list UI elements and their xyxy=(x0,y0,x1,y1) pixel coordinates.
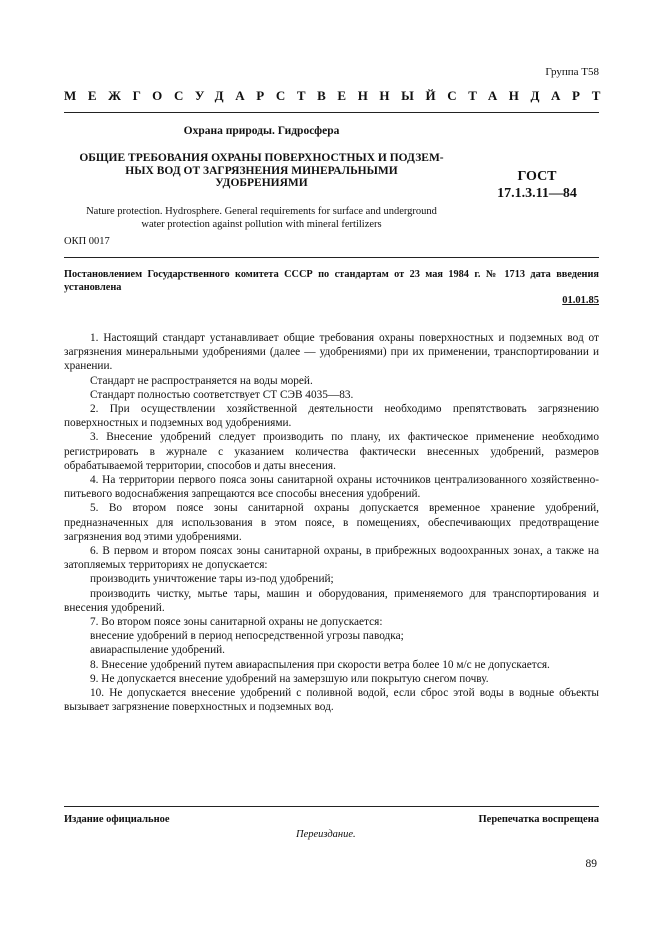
gost-designation xyxy=(462,168,612,202)
reprint-prohibited-label: Перепечатка воспрещена xyxy=(478,814,599,825)
title-divider xyxy=(64,257,599,258)
document-subtitle: Охрана природы. Гидросфера xyxy=(183,125,340,137)
body-paragraph: Стандарт не распространяется на воды морей. xyxy=(90,374,313,387)
body-paragraph: производить уничтожение тары из-под удобрений; xyxy=(90,573,334,586)
body-paragraph: 6. В первом и втором поясах зоны санитарной охраны, в прибрежных водоохранных зонах, а также на затопляемых территориях не допускается: xyxy=(64,545,599,572)
title-line: УДОБРЕНИЯМИ xyxy=(215,177,308,190)
body-paragraph: производить чистку, мытье тары, машин и оборудования, применяемого для транспортирования и внесения удобрений. xyxy=(64,587,599,614)
standard-label: СТАНДАРТ xyxy=(447,88,613,103)
reissue-note: Переиздание. xyxy=(296,829,356,840)
body-paragraph: Стандарт полностью соответствует СТ СЭВ 4035—83. xyxy=(90,388,354,401)
body-paragraph: 4. На территории первого пояса зоны санитарной охраны источников централизованного хозяйственно-питьевого водоснабжения запрещаются все способы внесения удобрений. xyxy=(64,474,599,501)
okp-code: ОКП 0017 xyxy=(64,236,110,247)
title-line: НЫХ ВОД ОТ ЗАГРЯЗНЕНИЯ МИНЕРАЛЬНЫМИ xyxy=(125,164,398,177)
interstate-standard-banner xyxy=(64,88,613,104)
english-title-line: water protection against pollution with mineral fertilizers xyxy=(141,218,382,230)
document-title xyxy=(64,152,459,190)
official-edition-label: Издание официальное xyxy=(64,814,170,825)
group-code: Группа Т58 xyxy=(545,66,599,78)
body-paragraph: 7. Во втором поясе зоны санитарной охраны не допускается: xyxy=(90,616,383,629)
body-paragraph: 2. При осуществлении хозяйственной деятельности необходимо препятствовать загрязнению поверхностных и подземных вод удобрениями. xyxy=(64,403,599,430)
title-line: ОБЩИЕ ТРЕБОВАНИЯ ОХРАНЫ ПОВЕРХНОСТНЫХ И ПОДЗЕМ- xyxy=(79,152,444,164)
interstate-label: МЕЖГОСУДАРСТВЕННЫЙ xyxy=(64,88,448,103)
english-title xyxy=(64,206,459,231)
introduction-date: 01.01.85 xyxy=(562,295,599,306)
body-paragraph: 3. Внесение удобрений следует производить по плану, их фактическое применение необходимо регистрировать в журнале с указанием количества фактически внесенных удобрений, размеров обрабатываемой территории, способов и даты внесения. xyxy=(64,431,599,472)
body-paragraph: авиараспыление удобрений. xyxy=(90,644,226,657)
decree-text: Постановлением Государственного комитета СССР по стандартам от 23 мая 1984 г. № 1713 дата введения установлена xyxy=(64,269,599,293)
body-paragraph: 1. Настоящий стандарт устанавливает общие требования охраны поверхностных и подземных вод от загрязнения минеральными удобрениями (далее — удобрениями) при их применении, транспортировании и хранении. xyxy=(64,332,599,373)
document-body xyxy=(64,331,599,714)
page-number: 89 xyxy=(585,858,597,870)
gost-number: 17.1.3.11—84 xyxy=(497,186,577,201)
body-paragraph: 10. Не допускается внесение удобрений с поливной водой, если сброс этой воды в водные объекты вызывает загрязнение поверхностных и подземных вод. xyxy=(64,687,599,714)
footer-divider xyxy=(64,806,599,807)
header-divider xyxy=(64,112,599,113)
body-paragraph: внесение удобрений в период непосредственной угрозы паводка; xyxy=(90,630,404,643)
body-paragraph: 9. Не допускается внесение удобрений на замерзшую или покрытую снегом почву. xyxy=(90,672,489,685)
gost-label: ГОСТ xyxy=(517,169,557,184)
body-paragraph: 8. Внесение удобрений путем авиараспыления при скорости ветра более 10 м/с не допускается. xyxy=(90,658,550,671)
english-title-line: Nature protection. Hydrosphere. General requirements for surface and underground xyxy=(86,206,437,217)
body-paragraph: 5. Во втором поясе зоны санитарной охраны допускается временное хранение удобрений, предназначенных для использования в этом поясе, в помещениях, обеспечивающих предотвращение загрязнения вод этими удобрениями. xyxy=(64,502,599,543)
